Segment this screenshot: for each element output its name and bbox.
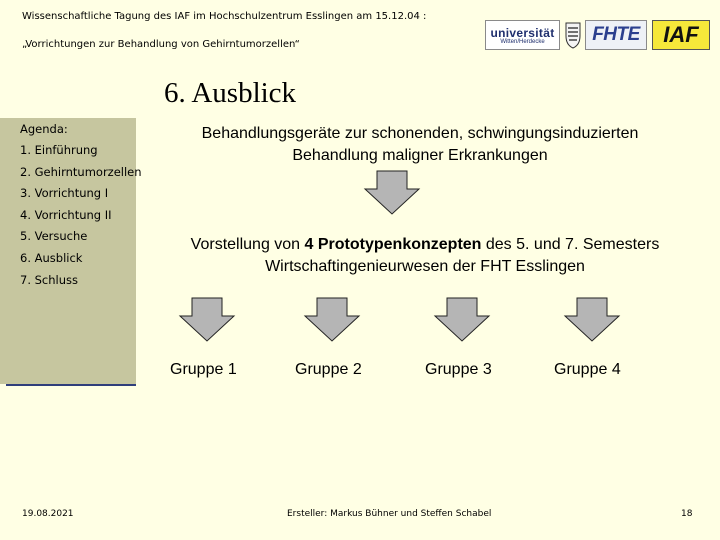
agenda-heading: Agenda: xyxy=(20,122,68,136)
iaf-logo xyxy=(652,20,710,50)
group-3-label: Gruppe 3 xyxy=(425,361,492,378)
fhte-logo xyxy=(585,20,647,50)
down-arrow-icon xyxy=(177,297,237,343)
header-conference-line: Wissenschaftliche Tagung des IAF im Hochschulzentrum Esslingen am 15.12.04 : xyxy=(22,11,427,22)
coat-of-arms-icon xyxy=(564,20,582,50)
footer-page-number: 18 xyxy=(681,509,693,519)
iaf-logo-text: IAF xyxy=(663,22,699,47)
agenda-item-ausblick: 6. Ausblick xyxy=(20,251,83,265)
agenda-item-schluss: 7. Schluss xyxy=(20,273,79,287)
university-logo-text: universität xyxy=(490,25,555,40)
prototype-text-rest: des 5. und 7. Semesters Wirtschaftingenieurwesen der FHT Esslingen xyxy=(265,236,660,275)
footer-date: 19.08.2021 xyxy=(22,509,74,519)
group-4-label: Gruppe 4 xyxy=(554,361,621,378)
footer-author: Ersteller: Markus Bühner und Steffen Schabel xyxy=(287,509,492,519)
prototype-concepts-text xyxy=(170,234,680,278)
university-logo-subtext: Witten/Herdecke xyxy=(500,38,545,45)
down-arrow-icon xyxy=(302,297,362,343)
agenda-item-einfuehrung: 1. Einführung xyxy=(20,143,98,157)
agenda-item-versuche: 5. Versuche xyxy=(20,229,88,243)
prototype-text-intro: Vorstellung von xyxy=(190,236,305,253)
agenda-item-vorrichtung-2: 4. Vorrichtung II xyxy=(20,208,112,222)
down-arrow-icon xyxy=(432,297,492,343)
fhte-logo-text: FHTE xyxy=(592,24,640,45)
treatment-devices-text: Behandlungsgeräte zur schonenden, schwingungsinduzierten Behandlung maligner Erkrankungen xyxy=(201,125,639,164)
group-1-label: Gruppe 1 xyxy=(170,361,237,378)
group-2-label: Gruppe 2 xyxy=(295,361,362,378)
header-topic-line: „Vorrichtungen zur Behandlung von Gehirntumorzellen“ xyxy=(22,39,300,50)
agenda-item-gehirntumorzellen: 2. Gehirntumorzellen xyxy=(20,165,142,179)
down-arrow-icon xyxy=(362,170,422,216)
prototype-text-bold: 4 Prototypenkonzepten xyxy=(304,236,482,253)
university-logo xyxy=(485,20,560,50)
agenda-item-vorrichtung-1: 3. Vorrichtung I xyxy=(20,186,109,200)
down-arrow-icon xyxy=(562,297,622,343)
slide-title: 6. Ausblick xyxy=(163,77,297,109)
